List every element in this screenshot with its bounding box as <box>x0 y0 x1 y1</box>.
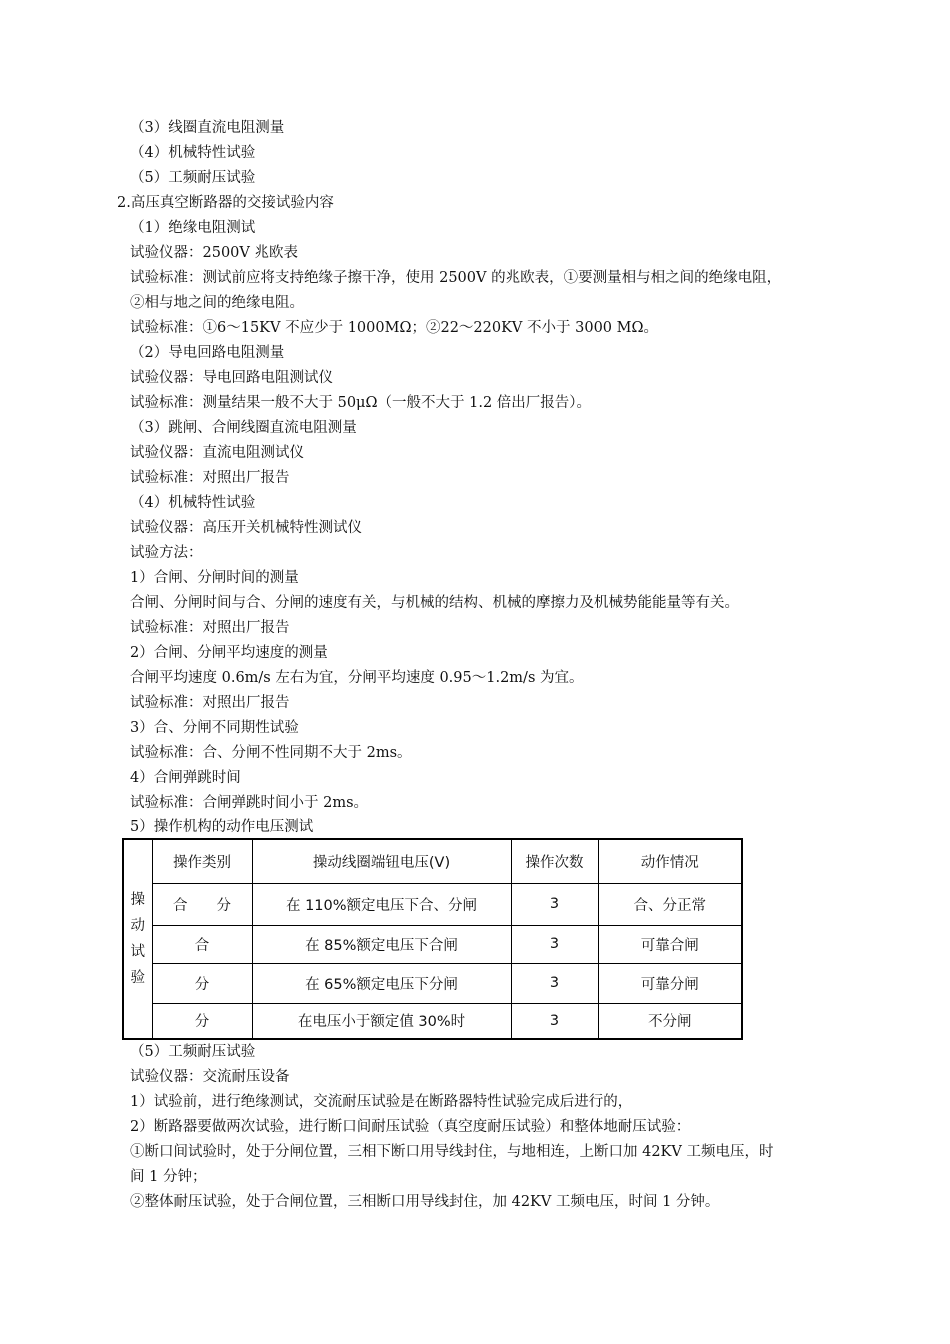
table-cell: 合、分正常 <box>598 883 742 925</box>
table-header-cell: 动作情况 <box>598 839 742 883</box>
text-line: 5）操作机构的动作电压测试 <box>130 819 314 835</box>
table-cell: 在电压小于额定值 30%时 <box>252 1003 511 1039</box>
table-row <box>123 925 742 963</box>
text-line: 试验仪器：2500V 兆欧表 <box>130 245 298 261</box>
text-line: ②相与地之间的绝缘电阻。 <box>130 295 304 311</box>
text-line: 间 1 分钟； <box>130 1169 207 1185</box>
table-cell: 不分闸 <box>598 1003 742 1039</box>
text-line: （5）工频耐压试验 <box>130 170 256 186</box>
table-header-cell: 操动线圈端钮电压(V) <box>252 839 511 883</box>
table-cell: 3 <box>511 883 598 925</box>
side-label-char: 验 <box>130 970 145 986</box>
table-cell: 在 65%额定电压下分闸 <box>252 963 511 1003</box>
table-cell: 分 <box>152 1003 252 1039</box>
text-line: （1）绝缘电阻测试 <box>130 220 256 236</box>
text-line: 1）合闸、分闸时间的测量 <box>130 570 299 586</box>
text-line: （4）机械特性试验 <box>130 495 256 511</box>
text-line: 试验仪器：交流耐压设备 <box>130 1069 290 1085</box>
text-line: 试验仪器：高压开关机械特性测试仪 <box>130 520 362 536</box>
text-line: 试验标准：对照出厂报告 <box>130 470 290 486</box>
section-heading: 2.高压真空断路器的交接试验内容 <box>117 195 334 211</box>
text-line: ②整体耐压试验，处于合闸位置，三相断口用导线封住，加 42KV 工频电压，时间 1 分钟。 <box>130 1194 720 1210</box>
text-line: （3）线圈直流电阻测量 <box>130 120 285 136</box>
text-line: ①断口间试验时，处于分闸位置，三相下断口用导线封住，与地相连，上断口加 42KV 工频电压，时 <box>130 1144 774 1160</box>
text-line: 2）合闸、分闸平均速度的测量 <box>130 645 328 661</box>
text-line: （4）机械特性试验 <box>130 145 256 161</box>
table-header-cell: 操作类别 <box>152 839 252 883</box>
table-cell: 在 85%额定电压下合闸 <box>252 925 511 963</box>
table-cell: 3 <box>511 925 598 963</box>
text-line: 试验标准：测量结果一般不大于 50μΩ（一般不大于 1.2 倍出厂报告）。 <box>130 395 592 411</box>
table-cell: 3 <box>511 1003 598 1039</box>
table-cell: 合 <box>152 925 252 963</box>
text-line: （5）工频耐压试验 <box>130 1044 256 1060</box>
table-header-row <box>123 839 742 883</box>
table-cell: 可靠合闸 <box>598 925 742 963</box>
text-line: 合闸、分闸时间与合、分闸的速度有关，与机械的结构、机械的摩擦力及机械势能能量等有关。 <box>130 595 739 611</box>
table-cell: 3 <box>511 963 598 1003</box>
text-line: （2）导电回路电阻测量 <box>130 345 285 361</box>
table-side-label <box>123 839 152 1039</box>
operation-voltage-table <box>122 838 743 1040</box>
table-header-cell: 操作次数 <box>511 839 598 883</box>
side-label-char: 操 <box>130 892 145 908</box>
table-cell: 可靠分闸 <box>598 963 742 1003</box>
text-line: 试验标准：合闸弹跳时间小于 2ms。 <box>130 795 369 811</box>
text-line: 试验标准：①6～15KV 不应少于 1000MΩ；②22～220KV 不小于 3000 MΩ。 <box>130 320 658 336</box>
table-row <box>123 963 742 1003</box>
table-row <box>123 1003 742 1039</box>
text-line: 合闸平均速度 0.6m/s 左右为宜，分闸平均速度 0.95～1.2m/s 为宜。 <box>130 670 584 686</box>
text-line: 3）合、分闸不同期性试验 <box>130 720 299 736</box>
text-line: 试验仪器：直流电阻测试仪 <box>130 445 304 461</box>
text-line: 试验方法： <box>130 545 203 561</box>
table-cell: 分 <box>152 963 252 1003</box>
table-row <box>123 883 742 925</box>
side-label-char: 试 <box>130 944 145 960</box>
text-line: 2）断路器要做两次试验，进行断口间耐压试验（真空度耐压试验）和整体地耐压试验： <box>130 1119 691 1135</box>
text-line: 试验仪器：导电回路电阻测试仪 <box>130 370 333 386</box>
text-line: 4）合闸弹跳时间 <box>130 770 241 786</box>
text-line: 试验标准：对照出厂报告 <box>130 695 290 711</box>
text-line: 试验标准：合、分闸不性同期不大于 2ms。 <box>130 745 412 761</box>
text-line: 试验标准：测试前应将支持绝缘子擦干净，使用 2500V 的兆欧表，①要测量相与相之间的绝缘电阻， <box>130 270 782 286</box>
side-label-char: 动 <box>130 918 145 934</box>
table-cell: 在 110%额定电压下合、分闸 <box>252 883 511 925</box>
table-cell: 合 分 <box>152 883 252 925</box>
text-line: 试验标准：对照出厂报告 <box>130 620 290 636</box>
text-line: （3）跳闸、合闸线圈直流电阻测量 <box>130 420 357 436</box>
text-line: 1）试验前，进行绝缘测试，交流耐压试验是在断路器特性试验完成后进行的， <box>130 1094 633 1110</box>
